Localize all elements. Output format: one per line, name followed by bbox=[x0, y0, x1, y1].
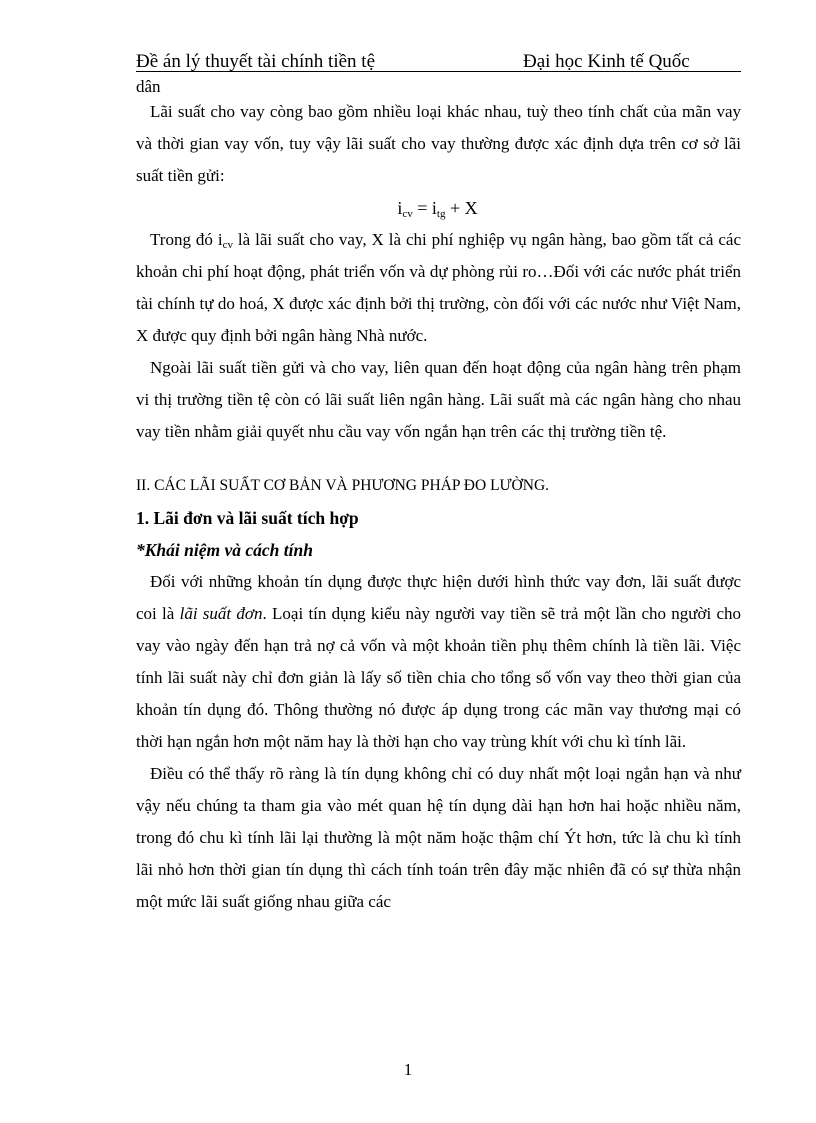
paragraph-formula-explanation bbox=[136, 224, 741, 352]
formula-rhs-sub: tg bbox=[436, 208, 446, 220]
paragraph-long-term-credit: Điều có thể thấy rõ ràng là tín dụng không chỉ có duy nhất một loại ngắn hạn và như vậy nếu chúng ta tham gia vào mét quan hệ tín dụng dài hạn hơn hai hoặc nhiều năm, trong đó chu kì tính lãi lại thường là một năm hoặc thậm chí Ýt hơn, tức là chu kì tính lãi nhỏ hơn thời gian tín dụng thì cách tính toán trên đây mặc nhiên đã có sự thừa nhận một mức lãi suất giống nhau giữa các bbox=[136, 764, 741, 911]
formula-lhs: i bbox=[397, 198, 403, 218]
subsubsection-heading: *Khái niệm và cách tính bbox=[136, 540, 313, 560]
formula-tail: + X bbox=[445, 198, 478, 218]
para2-sub: cv bbox=[222, 239, 233, 251]
paragraph-simple-interest bbox=[136, 566, 741, 758]
section-heading: II. CÁC LÃI SUẤT CƠ BẢN VÀ PHƯƠNG PHÁP ĐO LƯỜNG. bbox=[136, 477, 550, 494]
lending-rate-formula bbox=[136, 192, 741, 224]
para4-start: Đối với những khoản tín dụng được thực hiện dưới hình thức vay đơn, lãi suất được coi là bbox=[136, 572, 741, 623]
page-number: 1 bbox=[403, 1060, 413, 1079]
subsection-heading: 1. Lãi đơn và lãi suất tích hợp bbox=[136, 508, 359, 528]
formula-equals: = bbox=[412, 198, 432, 218]
paragraph-interbank-rate: Ngoài lãi suất tiền gửi và cho vay, liên quan đến hoạt động của ngân hàng trên phạm vi thị trường tiền tệ còn có lãi suất liên ngân hàng. Lãi suất mà các ngân hàng cho nhau vay tiền nhằm giải quyết nhu cầu vay vốn ngắn hạn trên các thị trường tiền tệ. bbox=[136, 358, 741, 441]
page-header bbox=[136, 52, 741, 72]
header-continuation: dân bbox=[136, 77, 161, 96]
para2-start: Trong đó i bbox=[150, 230, 223, 249]
formula-rhs: i bbox=[431, 198, 437, 218]
formula-lhs-sub: cv bbox=[402, 208, 413, 220]
document-body bbox=[136, 96, 741, 918]
para4-rest: . Loại tín dụng kiểu này người vay tiền sẽ trả một lần cho người cho vay vào ngày đến hạn trả nợ cả vốn và một khoản tiền phụ thêm chính là tiền lãi. Việc tính lãi suất này chỉ đơn giản là lấy số tiền chia cho tổng số vốn vay theo thời gian của khoản tín dụng đó. Thông thường nó được áp dụng trong các mãn vay thương mại có thời hạn ngắn hơn một năm hay là thời hạn cho vay trùng khít với chu kì tính lãi. bbox=[136, 604, 742, 751]
header-left-text: Đề án lý thuyết tài chính tiền tệ bbox=[136, 51, 376, 72]
para4-italic-term: lãi suất đơn bbox=[179, 604, 263, 623]
paragraph-lending-rate: Lãi suất cho vay còng bao gồm nhiều loại khác nhau, tuỳ theo tính chất của mãn vay và thời gian vay vốn, tuy vậy lãi suất cho vay thường được xác định dựa trên cơ sở lãi suất tiền gửi: bbox=[136, 102, 741, 185]
header-right-text: Đại học Kinh tế Quốc bbox=[523, 51, 690, 72]
para2-rest: là lãi suất cho vay, X là chi phí nghiệp vụ ngân hàng, bao gồm tất cả các khoản chi phí hoạt động, phát triển vốn và dự phòng rủi ro…Đối với các nước phát triển tài chính tự do hoá, X được xác định bởi thị trường, còn đối với các nước như Việt Nam, X được quy định bởi ngân hàng Nhà nước. bbox=[136, 230, 742, 345]
header-rule bbox=[136, 71, 741, 72]
